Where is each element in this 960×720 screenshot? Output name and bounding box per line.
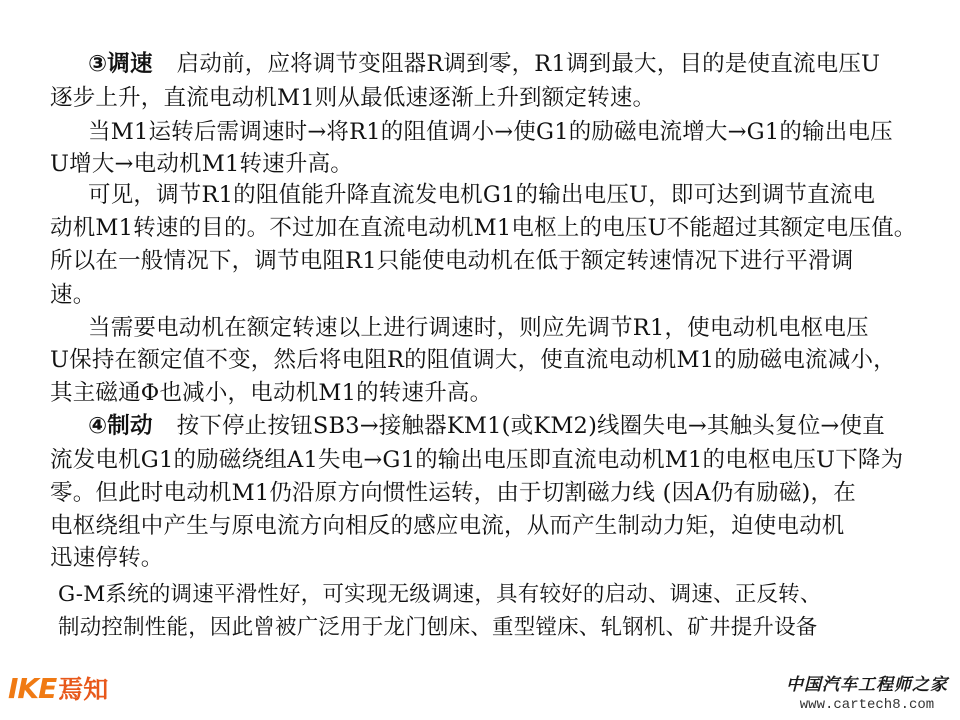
text-line: 流发电机G1的励磁绕组A1失电→G1的输出电压即直流电动机M1的电枢电压U下降为 [50,447,904,473]
text-line [88,411,885,441]
text-line: 所以在一般情况下，调节电阻R1只能使电动机在低于额定转速情况下进行平滑调 [50,248,854,274]
text-line: 其主磁通Φ也减小，电动机M1的转速升高。 [50,380,493,406]
text-line: G-M系统的调速平滑性好，可实现无级调速，具有较好的启动、调速、正反转、 [58,582,822,607]
watermark-cn: 中国汽车工程师之家 [786,675,948,695]
text-line [88,49,880,79]
text-line: 迅速停转。 [50,545,164,571]
text-span: 按下停止按钮SB3→接触器KM1(或KM2)线圈失电→其触头复位→使直 [176,413,885,439]
cartech8-watermark [786,670,948,713]
text-line: 当需要电动机在额定转速以上进行调速时，则应先调节R1，使电动机电枢电压 [88,315,869,341]
text-line: 速。 [50,282,96,308]
text-line: 可见，调节R1的阻值能升降直流发电机G1的输出电压U，即可达到调节直流电 [88,182,876,208]
text-span: 启动前，应将调节变阻器R调到零，R1调到最大，目的是使直流电压U [176,51,881,77]
ike-logo-latin: IKE [8,671,57,705]
text-line: 制动控制性能，因此曾被广泛用于龙门刨床、重型镗床、轧钢机、矿井提升设备 [58,615,818,640]
watermark-url: www.cartech8.com [799,697,935,713]
text-line: 当M1运转后需调速时→将R1的阻值调小→使G1的励磁电流增大→G1的输出电压 [88,119,893,145]
text-line: U增大→电动机M1转速升高。 [50,151,353,177]
section-heading-brake: ④制动 [88,413,153,439]
ike-logo-cn: 焉知 [58,675,109,704]
text-line: 动机M1转速的目的。不过加在直流电动机M1电枢上的电压U不能超过其额定电压值。 [50,215,917,241]
text-line: 电枢绕组中产生与原电流方向相反的感应电流，从而产生制动力矩，迫使电动机 [50,513,845,539]
text-line: 逐步上升，直流电动机M1则从最低速逐渐上升到额定转速。 [50,85,656,111]
ike-logo [8,671,108,705]
section-heading-speed: ③调速 [88,51,153,77]
text-line: 零。但此时电动机M1仍沿原方向惯性运转，由于切割磁力线 (因A仍有励磁)，在 [50,480,856,506]
text-line: U保持在额定值不变，然后将电阻R的阻值调大，使直流电动机M1的励磁电流减小， [50,347,896,373]
